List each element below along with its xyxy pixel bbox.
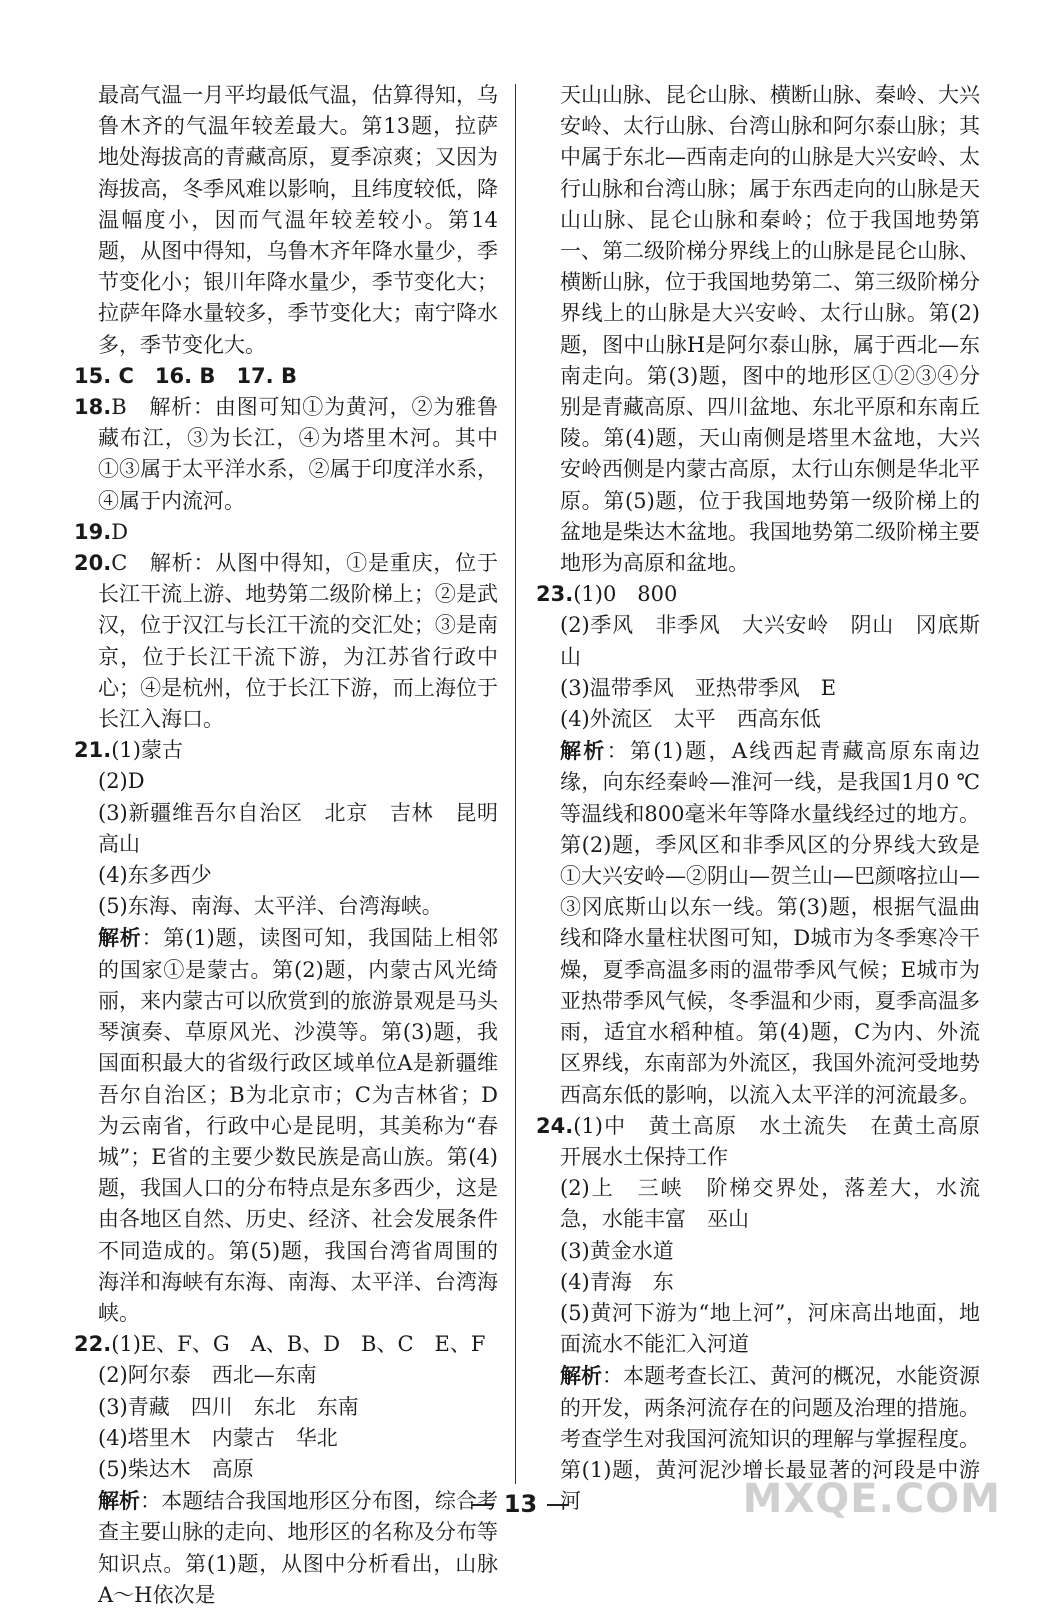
answer-line: (3)温带季风 亚热带季风 E: [560, 675, 837, 700]
answer-line: (4)外流区 太平 西高东低: [560, 707, 821, 732]
question-21-analysis: [74, 922, 498, 1329]
answer-line: (1)E、F、G A、B、D B、C E、F: [111, 1332, 486, 1357]
analysis-label: 解析: [560, 738, 607, 764]
column-divider: [515, 84, 516, 1484]
question-number: 22.: [74, 1332, 112, 1357]
answer-line: (4)东多西少: [98, 863, 212, 888]
answer-line: (2)上 三峡 阶梯交界处，落差大，水流急，水能丰富 巫山: [560, 1176, 980, 1232]
question-20-body: C 解析：从图中得知，①是重庆，位于长江干流上游、地势第二级阶梯上；②是武汉，位于汉江与长江干流的交汇处；③是南京，位于长江干流下游，为江苏省行政中心；④是杭州，位于长江下游，而上海位于长江入海口。: [98, 551, 498, 732]
answer-15-17: [74, 361, 498, 392]
answer-line: (5)黄河下游为“地上河”，河床高出地面，地面流水不能汇入河道: [560, 1300, 980, 1357]
question-22-analysis-continued: 天山山脉、昆仑山脉、横断山脉、秦岭、大兴安岭、太行山脉、台湾山脉和阿尔泰山脉；其中属于东北—西南走向的山脉是大兴安岭、太行山脉和台湾山脉；属于东西走向的山脉是天山山脉、昆仑山脉和秦岭；位于我国地势第一、第二级阶梯分界线上的山脉是昆仑山脉、横断山脉，位于我国地势第二、第三级阶梯分界线上的山脉是大兴安岭、太行山脉。第(2)题，图中山脉H是阿尔泰山脉，属于西北—东南走向。第(3)题，图中的地形区①②③④分别是青藏高原、四川盆地、东北平原和东南丘陵。第(4)题，天山南侧是塔里木盆地，大兴安岭西侧是内蒙古高原，太行山东侧是华北平原。第(5)题，位于我国地势第一级阶梯上的盆地是柴达木盆地。我国地势第二级阶梯主要地形为高原和盆地。: [560, 83, 980, 576]
analysis-label: 解析: [98, 1488, 141, 1514]
question-19-body: D: [111, 519, 129, 544]
answer-line: (1)0 800: [573, 582, 678, 607]
analysis-label: 解析: [98, 925, 142, 951]
question-23-answer-1: [536, 579, 980, 610]
question-18-body: B 解析：由图可知①为黄河，②为雅鲁藏布江，③为长江，④为塔里木河。其中①③属于太平洋水系，②属于印度洋水系，④属于内流河。: [98, 395, 498, 513]
question-23-analysis: [536, 735, 980, 1110]
question-19: [74, 517, 498, 548]
answer-line: (4)青海 东: [560, 1269, 674, 1294]
continued-analysis-text: 最高气温一月平均最低气温，估算得知，乌鲁木齐的气温年较差最大。第13题，拉萨地处海拔高的青藏高原，夏季凉爽；又因为海拔高，冬季风难以影响，且纬度较低，降温幅度小，因而气温年较差较小。第14题，从图中得知，乌鲁木齐年降水量少，季节变化小；银川年降水量少，季节变化大；拉萨年降水量较多，季节变化大；南宁降水多，季节变化大。: [98, 83, 498, 357]
question-18: [74, 392, 498, 517]
left-column: [74, 80, 519, 1611]
question-21-answer-1: [74, 735, 498, 766]
right-column: [536, 80, 980, 1517]
question-number: 18.: [74, 395, 112, 420]
answer-line: (5)柴达木 高原: [98, 1456, 254, 1481]
analysis-label: 解析: [560, 1363, 602, 1389]
answer-line: (1)蒙古: [111, 738, 183, 763]
question-number: 19.: [74, 519, 112, 544]
answer-line: (2)D: [98, 769, 145, 794]
answer-line: (3)青藏 四川 东北 东南: [98, 1394, 359, 1419]
answer-line: (3)黄金水道: [560, 1238, 674, 1263]
question-number: 23.: [536, 582, 574, 607]
question-20: [74, 548, 498, 735]
footer-dash-left: [472, 1504, 494, 1506]
analysis-text: ：第(1)题，A线西起青藏高原东南边缘，向东经秦岭—淮河一线，是我国1月0 ℃等温线和800毫米年等降水量线经过的地方。第(2)题，季风区和非季风区的分界线大致是①大兴安岭—②阴山—贺兰山—巴颜喀拉山—③冈底斯山以东一线。第(3)题，根据气温曲线和降水量柱状图可知，D城市为冬季寒冷干燥，夏季高温多雨的温带季风气候；E城市为亚热带季风气候，冬季温和少雨，夏季高温多雨，适宜水稻种植。第(4)题，C为内、外流区界线，东南部为外流区，我国外流河受地势西高东低的影响，以流入太平洋的河流最多。: [560, 739, 981, 1107]
footer-dash-right: [547, 1504, 569, 1506]
watermark-logo: MXQE.COM: [742, 1476, 1001, 1522]
question-number: 24.: [536, 1113, 574, 1138]
page-number: 13: [503, 1490, 538, 1518]
answer-line: (5)东海、南海、太平洋、台湾海峡。: [98, 894, 443, 919]
answer-line: (2)季风 非季风 大兴安岭 阴山 冈底斯山: [560, 613, 980, 669]
answer-line: (1)中 黄土高原 水土流失 在黄土高原开展水土保持工作: [560, 1113, 980, 1169]
answer-line: (2)阿尔泰 西北—东南: [98, 1363, 317, 1388]
analysis-text: ：第(1)题，读图可知，我国陆上相邻的国家①是蒙古。第(2)题，内蒙古风光绮丽，来内蒙古可以欣赏到的旅游景观是马头琴演奏、草原风光、沙漠等。第(3)题，我国面积最大的省级行政区域单位A是新疆维吾尔自治区；B为北京市；C为吉林省；D为云南省，行政中心是昆明，其美称为“春城”；E省的主要少数民族是高山族。第(4)题，我国人口的分布特点是东多西少，这是由各地区自然、历史、经济、社会发展条件不同造成的。第(5)题，我国台湾省周围的海洋和海峡有东海、南海、太平洋、台湾海峡。: [98, 926, 498, 1325]
question-24-answer-1: [536, 1111, 980, 1173]
question-22-answer-1: [74, 1329, 498, 1360]
question-number: 20.: [74, 551, 112, 576]
answer-line: (4)塔里木 内蒙古 华北: [98, 1425, 338, 1450]
analysis-text: ：本题结合我国地形区分布图，综合考查主要山脉的走向、地形区的名称及分布等知识点。第(1)题，从图中分析看出，山脉A～H依次是: [98, 1489, 499, 1607]
answer-line: (3)新疆维吾尔自治区 北京 吉林 昆明 高山: [98, 800, 519, 856]
answers-15-17-text: 15. C 16. B 17. B: [74, 363, 297, 388]
analysis-text: ：本题考查长江、黄河的概况，水能资源的开发，两条河流存在的问题及治理的措施。考查学生对我国河流知识的理解与掌握程度。第(1)题，黄河泥沙增长最显著的河段是中游河: [560, 1364, 980, 1514]
question-number: 21.: [74, 738, 112, 763]
